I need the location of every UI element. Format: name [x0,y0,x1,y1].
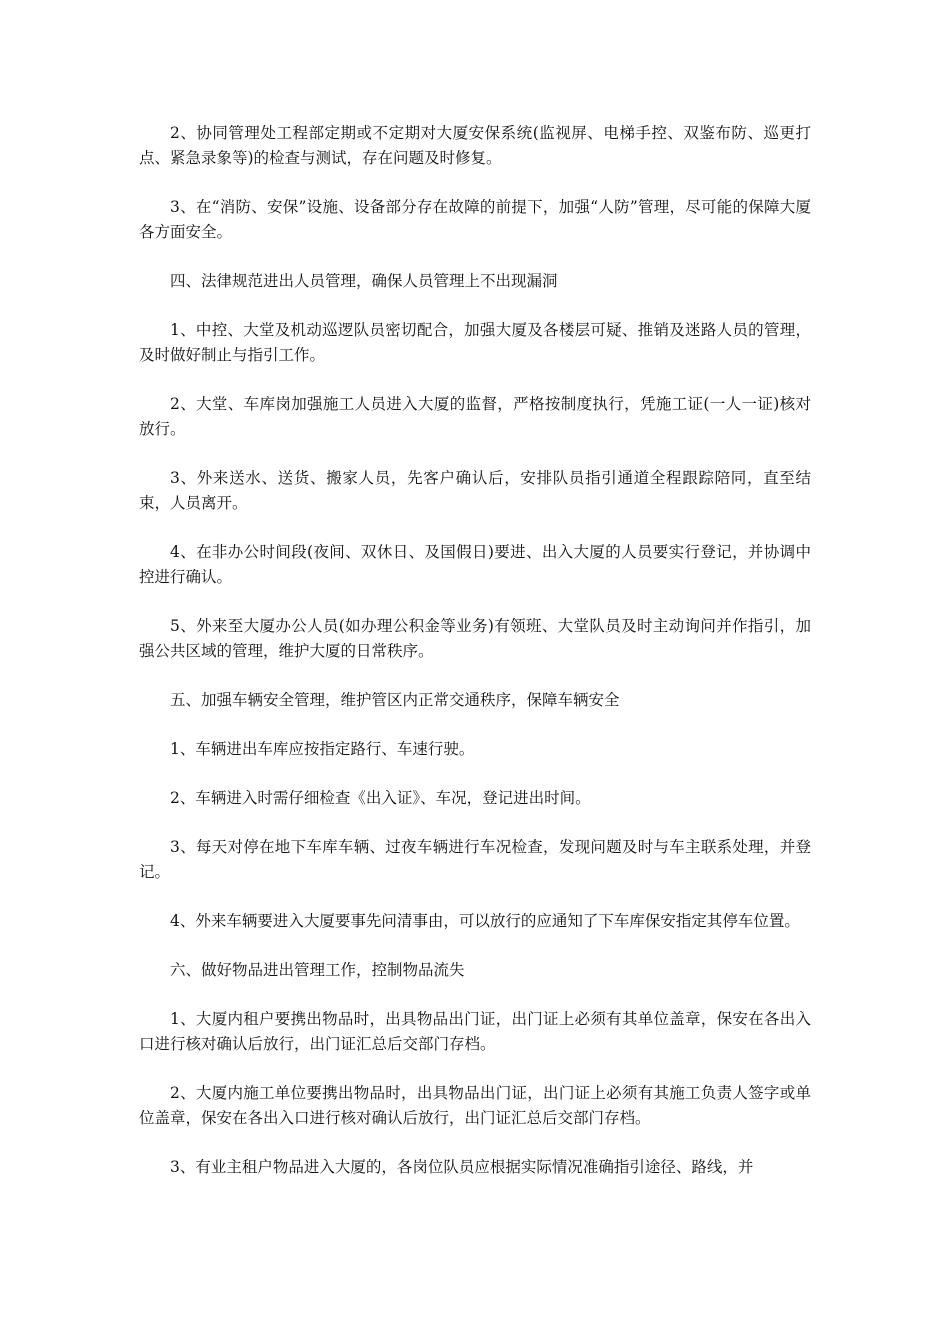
document-body [139,121,811,1204]
paragraph-item: 1、中控、大堂及机动巡逻队员密切配合，加强大厦及各楼层可疑、推销及迷路人员的管理，及时做好制止与指引工作。 [139,321,811,364]
paragraph-item: 2、大堂、车库岗加强施工人员进入大厦的监督，严格按制度执行，凭施工证(一人一证)核对放行。 [139,395,811,438]
paragraph-item: 1、大厦内租户要携出物品时，出具物品出门证，出门证上必须有其单位盖章，保安在各出入口进行核对确认后放行，出门证汇总后交部门存档。 [139,1010,811,1053]
paragraph-item: 2、协同管理处工程部定期或不定期对大厦安保系统(监视屏、电梯手控、双鉴布防、巡更打点、紧急录象等)的检查与测试，存在问题及时修复。 [139,124,811,167]
section-heading: 五、加强车辆安全管理，维护管区内正常交通秩序，保障车辆安全 [170,691,620,709]
paragraph-item: 3、外来送水、送货、搬家人员，先客户确认后，安排队员指引通道全程跟踪陪同，直至结束，人员离开。 [139,469,811,512]
paragraph-item: 4、外来车辆要进入大厦要事先问清事由，可以放行的应通知了下车库保安指定其停车位置。 [170,912,800,930]
paragraph-item: 1、车辆进出车库应按指定路行、车速行驶。 [170,740,475,758]
paragraph-item: 5、外来至大厦办公人员(如办理公积金等业务)有领班、大堂队员及时主动询问并作指引，加强公共区域的管理，维护大厦的日常秩序。 [139,617,811,660]
section-heading: 四、法律规范进出人员管理，确保人员管理上不出现漏洞 [170,272,558,290]
paragraph-item: 2、大厦内施工单位要携出物品时，出具物品出门证，出门证上必须有其施工负责人签字或单位盖章，保安在各出入口进行核对确认后放行，出门证汇总后交部门存档。 [139,1084,811,1127]
paragraph-item: 4、在非办公时间段(夜间、双休日、及国假日)要进、出入大厦的人员要实行登记，并协调中控进行确认。 [139,543,811,586]
paragraph-item: 3、每天对停在地下车库车辆、过夜车辆进行车况检查，发现问题及时与车主联系处理，并登记。 [139,838,811,881]
paragraph-item: 3、有业主租户物品进入大厦的，各岗位队员应根据实际情况准确指引途径、路线，并 [170,1158,754,1176]
paragraph-item: 2、车辆进入时需仔细检查《出入证》、车况，登记进出时间。 [170,789,591,807]
section-heading: 六、做好物品进出管理工作，控制物品流失 [170,961,465,979]
paragraph-item: 3、在“消防、安保”设施、设备部分存在故障的前提下，加强“人防”管理，尽可能的保障大厦各方面安全。 [139,198,811,241]
